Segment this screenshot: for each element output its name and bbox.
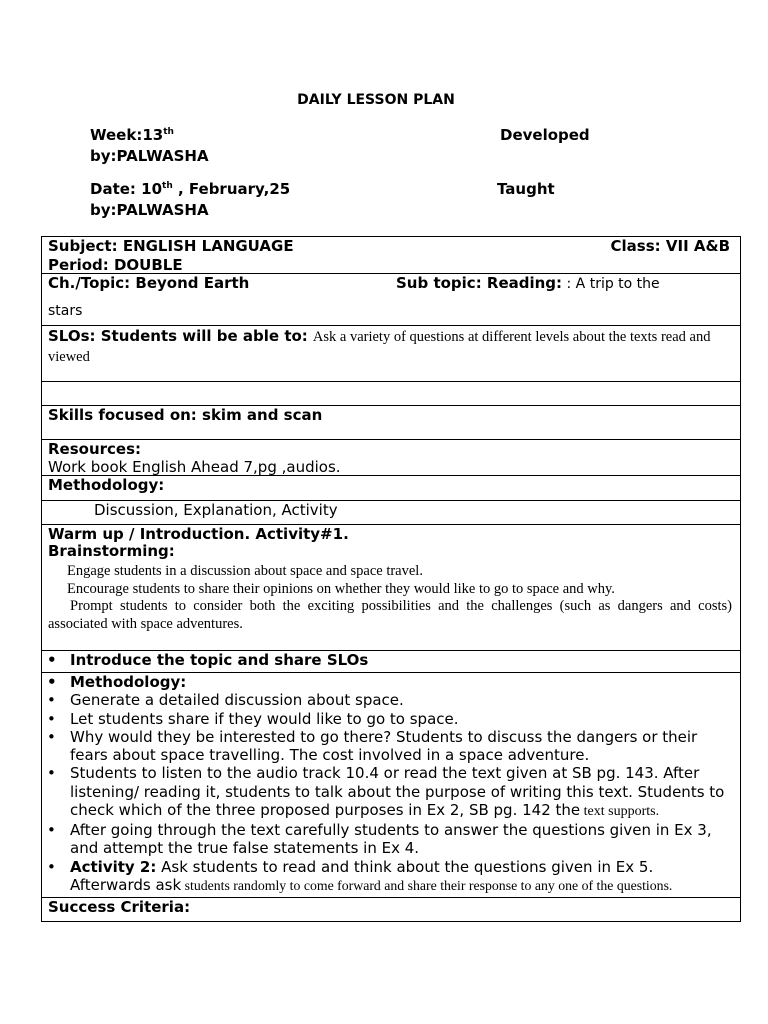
- week-label: Week:13: [90, 126, 164, 144]
- success-criteria: Success Criteria:: [48, 898, 191, 916]
- warmup-title: Warm up / Introduction. Activity#1.: [48, 525, 349, 543]
- bullet-2: • Let students share if they would like to go to space.: [42, 710, 728, 728]
- success-row: [41, 898, 741, 922]
- methodology-row: [41, 476, 741, 501]
- taught-label: Taught: [497, 180, 555, 198]
- warmup-line-2: Encourage students to share their opinions on whether they would like to go to space and why.: [67, 581, 615, 597]
- developed-by: by:PALWASHA: [90, 147, 209, 165]
- class: Class: VII A&B: [610, 237, 730, 255]
- subtopic: [396, 274, 660, 293]
- topic: Ch./Topic: Beyond Earth: [48, 274, 250, 292]
- date-label: Date: 10: [90, 180, 163, 198]
- subtopic-label: Sub topic: Reading:: [396, 274, 563, 292]
- resources-label: Resources:: [48, 440, 142, 458]
- slos-label: SLOs: Students will be able to:: [48, 327, 308, 345]
- methodology-text-row: [41, 501, 741, 525]
- week-sup: th: [163, 127, 174, 137]
- slos-row: [41, 326, 741, 382]
- brainstorming: Brainstorming:: [48, 542, 175, 560]
- activity2-text: Ask students to read and think about the questions given in Ex 5.: [156, 857, 654, 876]
- empty-row: [41, 382, 741, 406]
- bullet-1: • Generate a detailed discussion about space.: [42, 691, 728, 709]
- methodology-bullet: • Methodology:: [42, 673, 728, 691]
- procedure-row: [41, 673, 741, 898]
- date: [90, 179, 290, 200]
- bullet-4-tail: text supports.: [580, 804, 660, 820]
- subject: Subject: ENGLISH LANGUAGE: [48, 237, 294, 255]
- date-sup: th: [162, 181, 173, 191]
- bullet-5: • After going through the text carefully students to answer the questions given in Ex 3, and attempt the true false statements in Ex 4.: [42, 821, 728, 858]
- warmup-line-1: Engage students in a discussion about space and space travel.: [67, 563, 423, 579]
- activity2-cont-a: Afterwards ask: [70, 875, 182, 894]
- page-title: DAILY LESSON PLAN: [297, 92, 455, 108]
- developed-label: Developed: [500, 126, 590, 144]
- warmup-line-3: Prompt students to consider both the exciting possibilities and the challenges (such as dangers and costs) associated with space adventures.: [48, 598, 732, 632]
- slos-text: Ask a variety of questions at different levels about the texts read and viewed: [48, 329, 711, 365]
- warmup-row: [41, 525, 741, 651]
- activity2-cont-b: students randomly to come forward and share their response to any one of the questions.: [181, 877, 673, 893]
- subtopic-cont: stars: [48, 303, 83, 319]
- subject-row: [41, 236, 741, 274]
- bullet-4: [42, 764, 728, 821]
- bullet-3: • Why would they be interested to go there? Students to discuss the dangers or their fears about space travelling. The cost involved in a space adventure.: [42, 728, 728, 765]
- period: Period: DOUBLE: [48, 256, 183, 274]
- resources-row: [41, 440, 741, 476]
- taught-by: by:PALWASHA: [90, 201, 209, 219]
- subtopic-value: : A trip to the: [562, 276, 660, 292]
- bullet-4-text: Students to listen to the audio track 10.4 or read the text given at SB pg. 143. After listening/ reading it, students to talk about the purpose of writing this text. Students to check which of the three proposed purposes in Ex 2, SB pg. 142 the: [70, 764, 725, 820]
- date-rest: , February,25: [172, 180, 291, 198]
- intro-bullet: • Introduce the topic and share SLOs: [42, 651, 740, 669]
- methodology-label: Methodology:: [48, 476, 165, 494]
- week: [90, 125, 174, 146]
- topic-row: [41, 274, 741, 326]
- resources-text: Work book English Ahead 7,pg ,audios.: [48, 458, 341, 476]
- methodology-text: Discussion, Explanation, Activity: [94, 501, 338, 519]
- activity2-label: Activity 2:: [70, 857, 157, 876]
- skills: Skills focused on: skim and scan: [48, 406, 323, 424]
- bullet-activity-2: [42, 858, 728, 895]
- skills-row: [41, 406, 741, 440]
- intro-row: [41, 651, 741, 673]
